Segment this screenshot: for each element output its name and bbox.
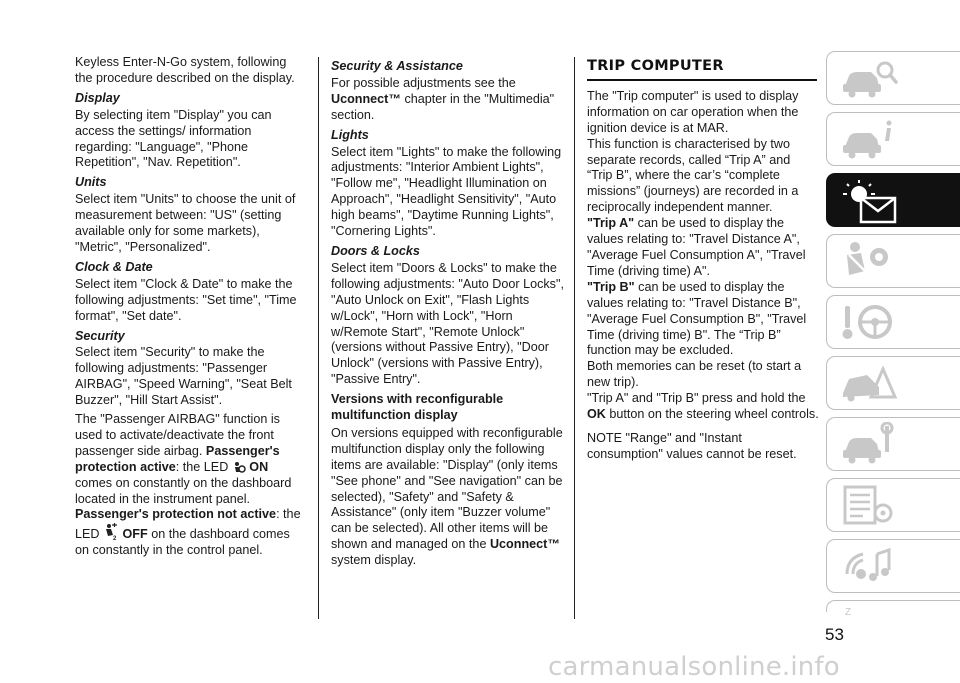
security-assistance-paragraph [331, 76, 567, 124]
tab-technical-data[interactable] [826, 478, 960, 532]
versions-text-1: On versions equipped with reconfigurable multifunction display only the following items are available: "Display" (only items "See phone" and "See navigation" can be selected), "Safety" and "Safety & Assistance" (only item "Buzzer volume" can be selected). All other items will be shown and managed on the [331, 425, 563, 552]
tab-emergency[interactable] [826, 356, 960, 410]
sa-text-2: chapter in the "Multimedia" section. [331, 91, 555, 122]
tab-warning-lights[interactable] [826, 173, 960, 227]
security-assistance-heading: Security & Assistance [331, 59, 463, 73]
display-paragraph: By selecting item "Display" you can access the settings/ information regarding: "Language", "Phone Repetition", "Nav. Repetition". [75, 107, 272, 170]
trip-records-paragraph: This function is characterised by two separate records, called “Trip A” and “Trip B”, where the car’s “complete missions” (journeys) are recorded in a reciprocally independent manner. [587, 136, 799, 215]
airbag-off-led-icon [103, 523, 119, 541]
tab-multimedia[interactable] [826, 539, 960, 593]
column-right [587, 59, 819, 466]
watermark: carmanualsonline.info [548, 652, 840, 682]
lights-paragraph: Select item "Lights" to make the following adjustments: "Interior Ambient Lights", "Follow me", "Headlight Illumination on Approach", "Headlight Sensitivity", "Auto high beams", "Daytime Running Lights", "Cornering Lights". [331, 144, 562, 239]
reconfigurable-display-paragraph [331, 426, 567, 569]
tab-index[interactable] [826, 600, 960, 616]
airbag-text-4: : the LED [75, 507, 301, 542]
column-middle [331, 55, 567, 572]
uconnect-label-2: Uconnect™ [489, 537, 560, 552]
ok-button-paragraph [587, 391, 819, 423]
ok-label: OK [587, 407, 606, 422]
column-divider-2 [574, 57, 575, 619]
doors-locks-paragraph: Select item "Doors & Locks" to make the following adjustments: "Auto Door Locks", "Auto Unlock on Exit", "Flash Lights w/Lock", "Horn with Lock", "Horn w/Remote Start", "Remote Unlock" (versions without Passive Entry), "Door Unlock" (versions with Passive Entry), "Passive Entry". [331, 260, 564, 387]
airbag-paragraph [75, 412, 307, 559]
tab-maintenance[interactable] [826, 417, 960, 471]
clock-date-paragraph: Select item "Clock & Date" to make the following adjustments: "Set time", "Time format", "Set date". [75, 276, 297, 323]
lights-heading: Lights [331, 127, 369, 142]
trip-intro-paragraph: The "Trip computer" is used to display information on car operation when the ignition device is at MAR. [587, 88, 799, 135]
airbag-active-label: Passenger's protection active [75, 443, 280, 474]
airbag-on-led-icon [232, 460, 246, 474]
uconnect-label: Uconnect™ [331, 91, 401, 106]
car-warning-icon [839, 361, 899, 405]
security-heading: Security [75, 328, 125, 343]
intro-paragraph: Keyless Enter-N-Go system, following the procedure described on the display. [75, 55, 295, 85]
reset-paragraph: Both memories can be reset (to start a new trip). [587, 359, 802, 390]
units-paragraph: Select item "Units" to choose the unit of measurement between: "US" (setting available only for some markets), "Metric", "Personalized". [75, 192, 296, 254]
airbag-on-label: ON [249, 459, 269, 474]
warning-light-message-icon [839, 178, 903, 226]
svg-text:2: 2 [113, 536, 117, 542]
column-divider-1 [318, 57, 319, 619]
seatbelt-airbag-icon [839, 239, 899, 283]
airbag-text-1: The "Passenger AIRBAG" function is used to activate/deactivate the front passenger side airbag. [75, 412, 280, 458]
trip-b-text: can be used to display the values relating to: "Travel Distance B", "Average Fuel Consumption B", "Travel Time (driving time) B". The “Trip B” function may be excluded. [587, 279, 807, 358]
airbag-off-label: OFF [122, 527, 148, 542]
svg-text:Z: Z [845, 607, 852, 616]
index-icon [839, 605, 899, 616]
doors-locks-heading: Doors & Locks [331, 243, 420, 258]
airbag-text-5: on the dashboard comes on constantly in the control panel. [75, 527, 290, 558]
airbag-inactive-label: Passenger's protection not active [75, 507, 277, 522]
units-heading: Units [75, 175, 107, 190]
tab-car-info[interactable] [826, 112, 960, 166]
section-title: TRIP COMPUTER [587, 58, 724, 74]
multimedia-icon [839, 544, 899, 588]
clock-date-heading: Clock & Date [75, 259, 153, 274]
tab-starting-driving[interactable] [826, 295, 960, 349]
car-search-icon [839, 56, 899, 100]
car-info-icon [839, 117, 899, 161]
car-service-icon [839, 422, 899, 466]
column-left [75, 55, 307, 562]
technical-data-icon [839, 483, 899, 527]
reconfigurable-display-heading: Versions with reconfigurable multifunction display [331, 392, 504, 423]
airbag-text-3: comes on constantly on the dashboard located in the instrument panel. [75, 475, 292, 506]
page-number: 53 [825, 625, 844, 644]
steering-wheel-icon [839, 300, 899, 344]
tab-safety[interactable] [826, 234, 960, 288]
chapter-tabs [826, 51, 960, 616]
sa-text-1: For possible adjustments see the [331, 75, 516, 90]
trip-a-text: can be used to display the values relating to: "Travel Distance A", "Average Fuel Consumption A", "Travel Time (driving time) A". [587, 216, 806, 278]
note-paragraph: NOTE "Range" and "Instant consumption" values cannot be reset. [587, 430, 797, 461]
security-paragraph: Select item "Security" to make the following adjustments: "Passenger AIRBAG", "Speed Warning", "Seat Belt Buzzer", "Hill Start Assist". [75, 345, 292, 408]
trip-a-paragraph [587, 216, 819, 280]
trip-a-label: "Trip A" [587, 216, 635, 231]
trip-b-paragraph [587, 280, 819, 360]
ok-text-1: "Trip A" and "Trip B" press and hold the [587, 391, 806, 406]
airbag-text-2: : the LED [175, 459, 229, 474]
trip-b-label: "Trip B" [587, 279, 635, 294]
versions-text-2: system display. [331, 553, 417, 568]
ok-text-2: button on the steering wheel controls. [609, 407, 819, 422]
tab-car-search[interactable] [826, 51, 960, 105]
display-heading: Display [75, 90, 120, 105]
title-underline [587, 79, 817, 81]
